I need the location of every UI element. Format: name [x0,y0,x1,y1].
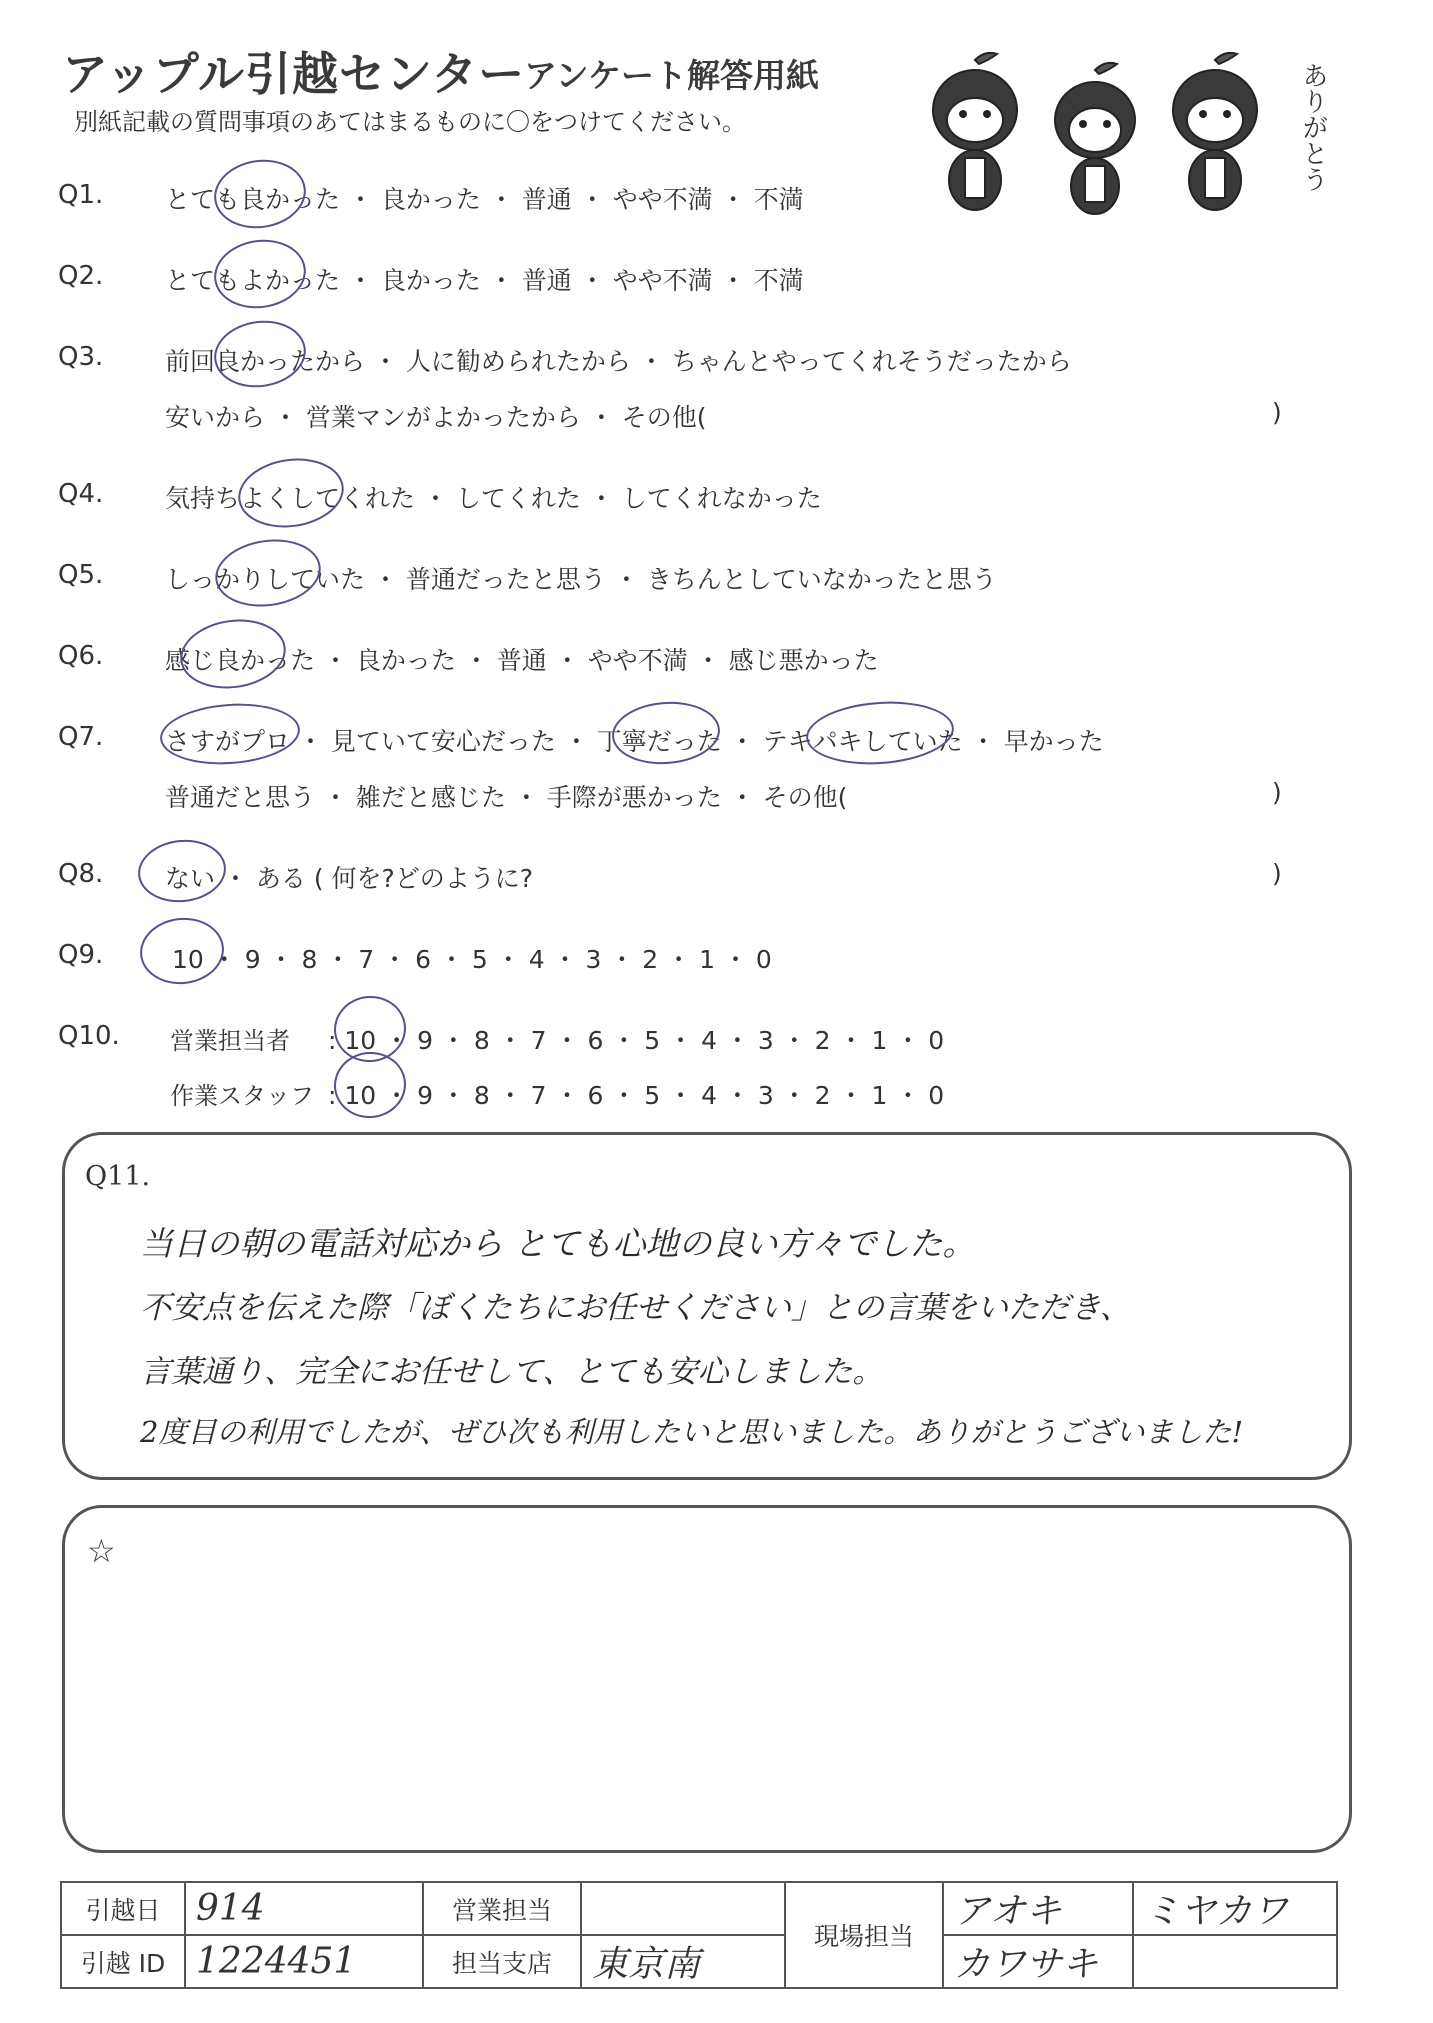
site-rep-3[interactable]: カワサキ [943,1935,1133,1988]
answer-circle [176,613,290,695]
answer-circle [210,234,311,314]
q6-label: Q6. [58,641,104,671]
monkey-mascot-icon [905,48,1295,218]
answer-circle [234,452,348,534]
move-info-table [60,1881,1338,1989]
q11-comment-line: 当日の朝の電話対応から とても心地の良い方々でした。 [140,1224,976,1263]
q10-label: Q10. [58,1021,120,1051]
site-rep-2[interactable]: ミヤカワ [1133,1882,1337,1935]
q11-label: Q11. [85,1161,151,1192]
q9-options[interactable]: 10 ・ 9 ・ 8 ・ 7 ・ 6 ・ 5 ・ 4 ・ 3 ・ 2 ・ 1 ・ 0 [172,945,772,974]
site-rep-4[interactable] [1133,1935,1337,1988]
q6-options[interactable]: 感じ良かった ・ 良かった ・ 普通 ・ やや不満 ・ 感じ悪かった [165,646,879,675]
branch-label: 担当支店 [423,1935,581,1988]
sales-rep-value[interactable] [581,1882,785,1935]
q9-label: Q9. [58,940,104,970]
q11-comment-line: 不安点を伝えた際「ぼくたちにお任せください」との言葉をいただき、 [140,1290,1131,1326]
site-rep-label: 現場担当 [785,1882,943,1988]
q8-close-paren: ) [1272,859,1282,888]
q4-options[interactable]: 気持ちよくしてくれた ・ してくれた ・ してくれなかった [165,484,822,513]
site-rep-1[interactable]: アオキ [943,1882,1133,1935]
q1-options[interactable]: とても良かった ・ 良かった ・ 普通 ・ やや不満 ・ 不満 [165,185,804,214]
answer-circle [804,697,956,769]
q5-options[interactable]: しっかりしていた ・ 普通だったと思う ・ きちんとしていなかったと思う [165,565,997,594]
answer-circle [210,154,311,234]
answer-circle [211,533,325,613]
move-id-label: 引越 ID [61,1935,185,1988]
star-icon: ☆ [87,1532,116,1570]
q7-label: Q7. [58,722,104,752]
answer-circle [137,914,227,988]
q5-label: Q5. [58,560,104,590]
q10-sales-label: 営業担当者 [170,1027,290,1055]
q8-label: Q8. [58,859,104,889]
instruction-text: 別紙記載の質問事項のあてはまるものに〇をつけてください。 [74,108,746,136]
thanks-text: ありがとう [1298,62,1328,192]
q3-options-line2[interactable]: 安いから ・ 営業マンがよかったから ・ その他( [165,403,707,432]
q4-label: Q4. [58,479,104,509]
star-comment-box[interactable] [62,1505,1352,1853]
q11-comment-line: 2度目の利用でしたが、ぜひ次も利用したいと思いました。ありがとうございました! [140,1415,1244,1449]
q7-close-paren: ) [1272,778,1282,807]
form-title: アップル引越センター [62,47,526,101]
move-date-value[interactable]: 914 [185,1882,423,1935]
q10-staff-label: 作業スタッフ [170,1082,314,1110]
answer-circle [210,315,310,393]
move-id-value[interactable]: 1224451 [185,1935,423,1988]
q7-options[interactable]: さすがプロ ・ 見ていて安心だった ・ 丁寧だった ・ テキパキしていた ・ 早かった [165,727,1104,756]
form-subtitle: アンケート解答用紙 [524,56,820,95]
move-date-label: 引越日 [61,1882,185,1935]
q3-label: Q3. [58,342,104,372]
q1-label: Q1. [58,180,104,210]
q2-options[interactable]: とてもよかった ・ 良かった ・ 普通 ・ やや不満 ・ 不満 [165,266,804,295]
answer-circle [158,699,302,769]
q7-options-line2[interactable]: 普通だと思う ・ 雑だと感じた ・ 手際が悪かった ・ その他( [165,783,848,812]
q3-options[interactable]: 前回良かったから ・ 人に勧められたから ・ ちゃんとやってくれそうだったから [165,347,1072,376]
q10-sales-options[interactable]: : 10 ・ 9 ・ 8 ・ 7 ・ 6 ・ 5 ・ 4 ・ 3 ・ 2 ・ 1 ・ 0 [328,1026,945,1055]
q8-options[interactable]: ない ・ ある ( 何を?どのように? [165,864,534,893]
answer-circle [135,836,229,907]
q2-label: Q2. [58,261,104,291]
q11-comment-line: 言葉通り、完全にお任せして、とても安心しました。 [140,1354,884,1390]
q10-staff-options[interactable]: : 10 ・ 9 ・ 8 ・ 7 ・ 6 ・ 5 ・ 4 ・ 3 ・ 2 ・ 1 ・ 0 [328,1081,945,1110]
q3-close-paren: ) [1272,398,1282,427]
branch-value[interactable]: 東京南 [581,1935,785,1988]
sales-rep-label: 営業担当 [423,1882,581,1935]
